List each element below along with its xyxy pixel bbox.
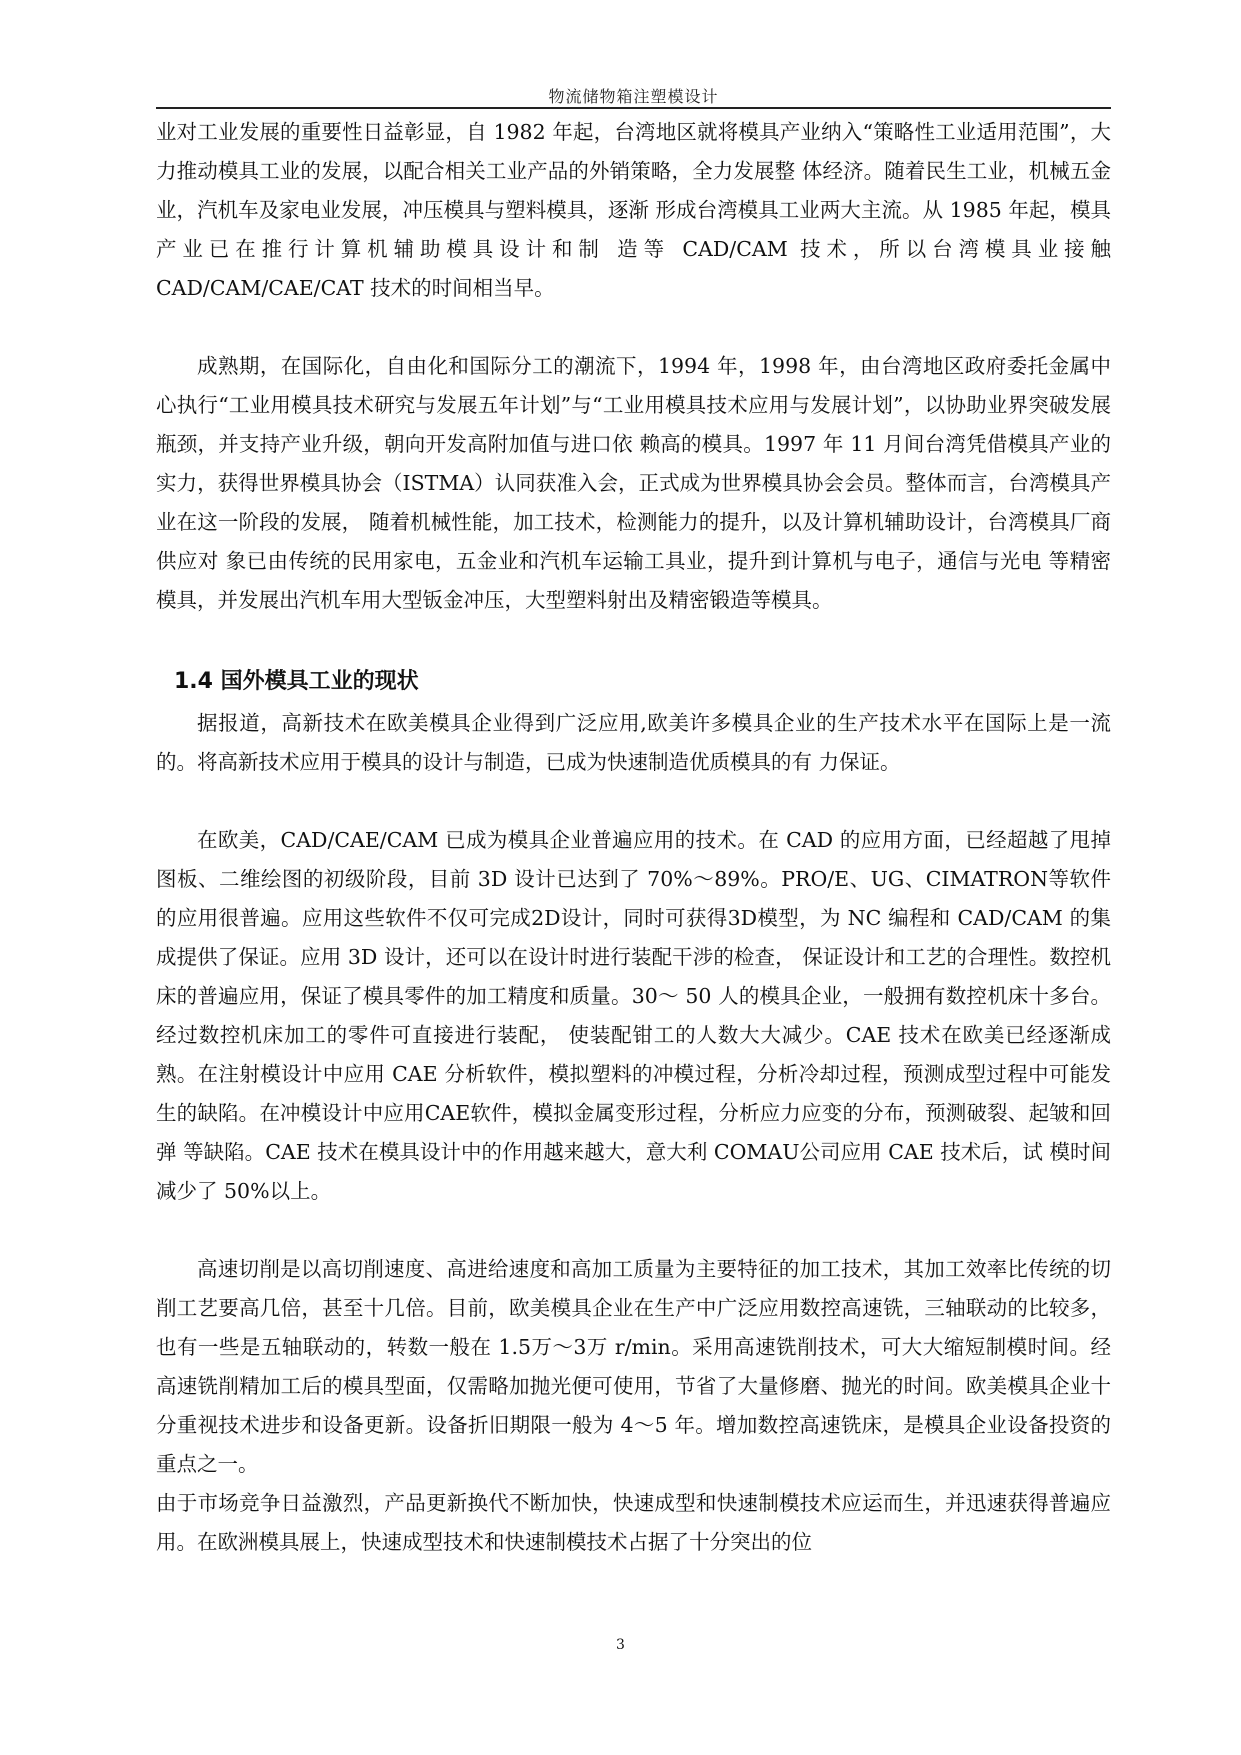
paragraph-high-tech: 据报道，高新技术在欧美模具企业得到广泛应用,欧美许多模具企业的生产技术水平在国际上是一流的。将高新技术应用于模具的设计与制造，已成为快速制造优质模具的有 力保证。 [156, 711, 1111, 774]
section-heading: 1.4 国外模具工业的现状 [174, 669, 419, 694]
page-number: 3 [616, 1637, 625, 1653]
paragraph-taiwan-history: 业对工业发展的重要性日益彰显，自 1982 年起，台湾地区就将模具产业纳入“策略性工业适用范围”，大力推动模具工业的发展，以配合相关工业产品的外销策略，全力发展整 体经济。随着民生工业，机械五金业，汽机车及家电业发展，冲压模具与塑料模具，逐渐 形成台湾模具工业两大主流。从 1985 年起，模具产业已在推行计算机辅助模具设计和制 造等 CAD/CAM 技术，所以台湾模具业接触 CAD/CAM/CAE/CAT 技术的时间相当早。 [156, 120, 1111, 300]
paragraph-rapid-prototyping: 由于市场竞争日益激烈，产品更新换代不断加快，快速成型和快速制模技术应运而生，并迅速获得普遍应用。在欧洲模具展上，快速成型技术和快速制模技术占据了十分突出的位 [156, 1491, 1111, 1554]
body-text [156, 113, 1111, 1562]
paragraph-cad-cae-cam: 在欧美，CAD/CAE/CAM 已成为模具企业普遍应用的技术。在 CAD 的应用方面，已经超越了甩掉图板、二维绘图的初级阶段，目前 3D 设计已达到了 70%～89%。PRO/E、UG、CIMATRON等软件的应用很普遍。应用这些软件不仅可完成2D设计，同时可获得3D模型，为 NC 编程和 CAD/CAM 的集成提供了保证。应用 3D 设计，还可以在设计时进行装配干涉的检查， 保证设计和工艺的合理性。数控机床的普遍应用，保证了模具零件的加工精度和质量。30～ 50 人的模具企业，一般拥有数控机床十多台。经过数控机床加工的零件可直接进行装配， 使装配钳工的人数大大减少。CAE 技术在欧美已经逐渐成熟。在注射模设计中应用 CAE 分析软件，模拟塑料的冲模过程，分析冷却过程，预测成型过程中可能发生的缺陷。在冲模设计中应用CAE软件，模拟金属变形过程，分析应力应变的分布，预测破裂、起皱和回弹 等缺陷。CAE 技术在模具设计中的作用越来越大，意大利 COMAU公司应用 CAE 技术后，试 模时间减少了 50%以上。 [156, 828, 1111, 1203]
paragraph-maturity-period: 成熟期，在国际化，自由化和国际分工的潮流下，1994 年，1998 年，由台湾地区政府委托金属中心执行“工业用模具技术研究与发展五年计划”与“工业用模具技术应用与发展计划”，以协助业界突破发展瓶颈，并支持产业升级，朝向开发高附加值与进口依 赖高的模具。1997 年 11 月间台湾凭借模具产业的实力，获得世界模具协会（ISTMA）认同获准入会，正式成为世界模具协会会员。整体而言，台湾模具产业在这一阶段的发展， 随着机械性能，加工技术，检测能力的提升，以及计算机辅助设计，台湾模具厂商供应对 象已由传统的民用家电，五金业和汽机车运输工具业，提升到计算机与电子，通信与光电 等精密模具，并发展出汽机车用大型钣金冲压，大型塑料射出及精密锻造等模具。 [156, 354, 1111, 612]
header-rule [156, 107, 1111, 109]
paragraph-high-speed-cutting: 高速切削是以高切削速度、高进给速度和高加工质量为主要特征的加工技术，其加工效率比传统的切削工艺要高几倍，甚至十几倍。目前，欧美模具企业在生产中广泛应用数控高速铣，三轴联动的比较多，也有一些是五轴联动的，转数一般在 1.5万～3万 r/min。采用高速铣削技术，可大大缩短制模时间。经高速铣削精加工后的模具型面，仅需略加抛光便可使用，节省了大量修磨、抛光的时间。欧美模具企业十分重视技术进步和设备更新。设备折旧期限一般为 4～5 年。增加数控高速铣床，是模具企业设备投资的重点之一。 [156, 1257, 1111, 1476]
running-header: 物流储物箱注塑模设计 [548, 87, 719, 106]
